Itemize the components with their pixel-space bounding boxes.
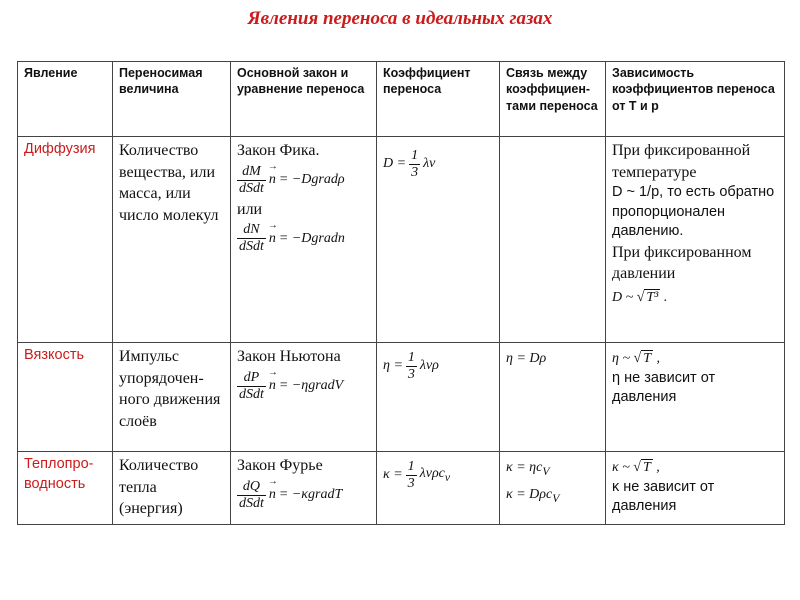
dependence-line: κ не зависит от давления	[612, 478, 715, 515]
coef-denominator: 3	[411, 165, 419, 181]
law-cell	[231, 452, 377, 525]
radicand: T	[642, 460, 651, 475]
dependence-end: ,	[656, 351, 661, 366]
coef-numerator: 1	[409, 148, 420, 165]
phenomenon-name: Теплопро-водность	[18, 452, 113, 525]
header-row	[18, 62, 785, 137]
coef-lhs: D =	[383, 156, 407, 172]
formula-numerator: dQ	[237, 479, 266, 496]
formula-numerator: dP	[237, 370, 266, 387]
formula-denominator: dSdt	[239, 180, 264, 196]
coef-lhs: η =	[383, 358, 403, 374]
relation-cell	[500, 137, 606, 343]
transferred-quantity: Количество тепла (энергия)	[113, 452, 231, 525]
relation-cell	[500, 343, 606, 452]
dependence-formula: η ~ √ T ,	[612, 351, 661, 366]
header-law: Основной закон и уравнение переноса	[231, 62, 377, 137]
transport-table	[17, 61, 785, 525]
formula-denominator: dSdt	[239, 239, 264, 255]
radicand: T	[643, 351, 652, 366]
dependence-line: При фиксированном давлении	[612, 243, 752, 283]
dependence-line: η не зависит от давления	[612, 369, 716, 406]
normal-vector: → n	[269, 230, 276, 249]
header-coefficient: Коэффициент переноса	[377, 62, 500, 137]
law-name: Закон Фика.	[237, 142, 320, 159]
law-cell	[231, 137, 377, 343]
header-quantity: Переносимая величина	[113, 62, 231, 137]
law-cell	[231, 343, 377, 452]
dependence-cell	[606, 343, 785, 452]
law-formula	[237, 222, 370, 255]
formula-denominator: dSdt	[239, 386, 264, 402]
coefficient-formula	[383, 350, 493, 383]
law-formula	[237, 164, 370, 197]
coef-rhs: λvρ	[419, 358, 439, 374]
dependence-formula: D ~ √ T³ .	[612, 290, 668, 306]
normal-vector: → n	[269, 377, 276, 396]
relation-formula: κ = Dρc$_V$	[506, 486, 560, 505]
normal-vector: → n	[269, 171, 276, 190]
dependence-cell	[606, 137, 785, 343]
law-name: Закон Ньютона	[237, 348, 341, 365]
coefficient-formula	[383, 148, 493, 181]
page-title: Явления переноса в идеальных газах	[247, 8, 553, 29]
law-name: Закон Фурье	[237, 457, 323, 474]
dependence-line: D ~ 1/p, то есть обратно пропорционален давлению.	[612, 184, 775, 240]
dependence-end: .	[663, 290, 668, 306]
transferred-quantity: Импульс упорядочен-ного движения слоёв	[113, 343, 231, 452]
formula-rhs: = −ηgradV	[278, 377, 344, 393]
formula-rhs: = −κgradT	[278, 486, 343, 502]
formula-numerator: dM	[237, 164, 266, 181]
coef-numerator: 1	[406, 350, 417, 367]
coef-numerator: 1	[406, 459, 417, 476]
transferred-quantity: Количество вещества, или масса, или число молекул	[113, 137, 231, 343]
phenomenon-name: Вязкость	[18, 343, 113, 452]
coefficient-formula	[383, 459, 493, 492]
dependence-line: При фиксированной температуре	[612, 142, 751, 181]
relation-cell	[500, 452, 606, 525]
formula-numerator: dN	[237, 222, 266, 239]
relation-formula: $\kappa = \eta c_V$	[506, 460, 550, 478]
header-dependence: Зависимость коэффициентов переноса от T и p	[606, 62, 785, 137]
dependence-lhs: κ ~	[612, 460, 630, 475]
law-formula	[237, 370, 370, 403]
dependence-lhs: η ~	[612, 351, 631, 366]
dependence-cell	[606, 452, 785, 525]
law-formula	[237, 479, 370, 512]
phenomenon-name: Диффузия	[18, 137, 113, 343]
coef-rhs: λvρc$_v$	[419, 466, 451, 485]
coef-lhs: κ =	[383, 467, 403, 483]
radicand: T³	[646, 290, 659, 306]
law-or: или	[237, 200, 263, 218]
dependence-end: ,	[656, 460, 660, 475]
normal-vector: → n	[269, 486, 276, 505]
coefficient-cell	[377, 137, 500, 343]
table-row	[18, 137, 785, 343]
header-phenomenon: Явление	[18, 62, 113, 137]
table-row	[18, 343, 785, 452]
coefficient-cell	[377, 452, 500, 525]
table-row	[18, 452, 785, 525]
coef-denominator: 3	[407, 476, 415, 492]
coef-rhs: λv	[423, 156, 436, 172]
formula-rhs: = −Dgradρ	[278, 171, 345, 187]
formula-rhs: = −Dgradn	[278, 230, 345, 246]
header-relation: Связь между коэффициен-тами переноса	[500, 62, 606, 137]
formula-denominator: dSdt	[239, 495, 264, 511]
dependence-lhs: D ~	[612, 290, 634, 306]
coef-denominator: 3	[407, 367, 415, 383]
relation-formula: η = Dρ	[506, 351, 547, 366]
dependence-formula: κ ~ √ T ,	[612, 460, 660, 475]
coefficient-cell	[377, 343, 500, 452]
